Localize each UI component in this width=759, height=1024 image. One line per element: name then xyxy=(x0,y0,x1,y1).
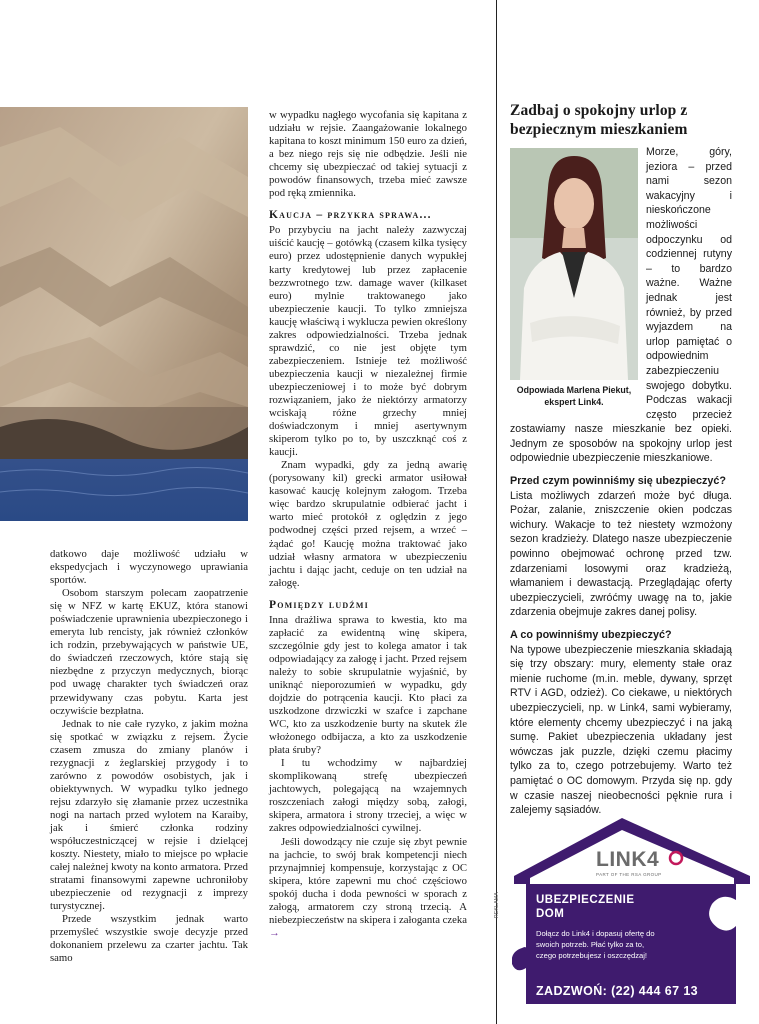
advertorial-question: A co powinniśmy ubezpieczyć? xyxy=(510,629,672,641)
portrait-photo xyxy=(510,148,638,380)
paragraph: Znam wypadki, gdy za jedną awarię (porysowany kil) grecki armator usiłował kasować kaucję kolejnym załogom. Trzeba więc bardzo skrupulatnie odbierać jacht i warto mieć protokół z oględzin z jego podwodnej części przed rejsem, a wrzeć – żądać go! Kaucję można traktować jako udział własny armatora w ubezpieczeniu jachtu i dając jacht, ceduje on ten udział na załogę. xyxy=(269,459,467,589)
ad-label: REKLAMA xyxy=(494,892,500,918)
paragraph: w wypadku nagłego wycofania się kapitana z udziału w rejsie. Zaangażowanie lokalnego kapitana to koszt minimum 150 euro za dzień, a bez niego rejs się nie odbędzie. Jeśli nie chcemy się ubezpieczać od takiej sytuacji z powodów finansowych, trzeba mieć zawsze pod ręką zmiennika. xyxy=(269,109,467,200)
paragraph: Jednak to nie całe ryzyko, z jakim można się spotkać w związku z rejsem. Życie czasem zmusza do zmiany planów i rezygnacji z żeglarskiej przygody i to zarówno z powodów osobistych, jak i obiektywnych. W wypadku tylko jednego rejsu zdarzyło się złamanie przez uczestnika nogi na nartach przed wylotem na Karaiby, jak i śmierć członka rodziny współuczestniczącej w rejsie i dzielącej koszty. Niestety, miało to miejsce po wpłacie całej należnej kwoty na konto armatora. Przed stratami finansowymi zapewne uchroniłoby ubezpieczenie od rezygnacji z imprezy turystycznej. xyxy=(50,717,248,913)
article-column-2 xyxy=(269,109,467,940)
continue-arrow-icon: → xyxy=(269,926,280,939)
offer-text: Dołącz do Link4 i dopasuj ofertę do swoich potrzeb. Płać tylko za to, czego potrzebujesz i oszczędzaj! xyxy=(536,929,655,960)
link4-logo: LINK4 xyxy=(596,848,660,871)
call-number[interactable]: ZADZWOŃ: (22) 444 67 13 xyxy=(536,984,699,998)
article-column-1 xyxy=(50,548,248,966)
paragraph: I tu wchodzimy w najbardziej skomplikowaną strefę ubezpieczeń jachtowych, polegającą na wzajemnych roszczeniach załogi między sobą, załogi, skipera, armatora i strony trzeciej, a więc w zakres odpowiedzialności cywilnej. xyxy=(269,757,467,835)
portrait-caption: Odpowiada Marlena Piekut, ekspert Link4. xyxy=(516,385,632,407)
advertorial-title: Zadbaj o spokojny urlop z bezpiecznym mieszkaniem xyxy=(510,102,688,138)
column-divider xyxy=(496,0,497,1024)
advertorial-answer: Lista możliwych zdarzeń może być długa. Pożar, zalanie, zniszczenie okien podczas wichury. Wakacje to też niestety wzmożony sezon kradzieży. Dlatego nasze ubezpieczenie powinno obejmować ochronę przed tzw. zdarzeniami losowymi oraz kradzieżą, włamaniem i dewastacją. Przeglądając oferty ubezpieczycieli, zwróćmy uwagę na to, jakie zdarzenia obejmuje zakres danej polisy. xyxy=(510,489,732,619)
section-heading: Pomiędzy ludźmi xyxy=(269,598,369,611)
advertorial xyxy=(510,101,732,818)
paragraph: Osobom starszym polecam zaopatrzenie się w NFZ w kartę EKUZ, która stanowi poświadczenie uprawnienia ubezpieczonego i emeryta lub rencisty, jak również członków ich rodzin, przebywających w państwie UE, do świadczeń rzeczowych, które stają się niezbędne z przyczyn medycznych, biorąc pod uwagę charakter tych świadczeń oraz przewidywany czas pobytu. Karta jest oczywiście bezpłatna. xyxy=(50,587,248,717)
advertorial-intro: Morze, góry, jeziora – przed nami sezon wakacyjny i nieskończone możliwości odpoczynku od codziennej rutyny – to bardzo ważne. Ważne jednak jest również, by przed wyjazdem na urlop pamiętać o odpowiednim zabezpieczeniu swojego dobytku. Podczas wakacji często przecież zostawiamy nasze mieszkanie bez opieki. Jednym ze sposobów na spokojny urlop jest odpowiednie ubezpieczenie mieszkaniowe. xyxy=(510,146,732,465)
link4-logo-mark-icon xyxy=(668,850,684,866)
paragraph: Jeśli dowodzący nie czuje się zbyt pewnie na jachcie, to swój brak kompetencji niech przynajmniej kompensuje, korzystając z OC skipera, które zapewni mu choć częściowo spokój ducha i doda pewności w sporach z załogą, armatorem czy stroną trzecią. A niebezpieczeństw na skipera i załoganta czeka → xyxy=(269,835,467,939)
paragraph: datkowo daje możliwość udziału w ekspedycjach i wyczynowego uprawiania sportów. xyxy=(50,548,248,587)
paragraph: Inna drażliwa sprawa to kwestia, kto ma zapłacić za ewidentną winę skipera, szczególnie gdy jest to kolega amator i tak odpowiadający za załogę i jacht. Przed rejsem należy to sobie skrupulatnie wyjaśnić, by uniknąć nieporozumień w wypadku, gdy dojdzie do potrącenia kaucji. Kto płaci za uszkodzone drzwiczki w szafce i zapchane WC, kto za uszkodzenie burty na skutek źle włożonego odbijacza, a kto za uszkodzenie płata śruby? xyxy=(269,613,467,757)
paragraph: Po przybyciu na jacht należy zazwyczaj uiścić kaucję – gotówką (czasem kilka tysięcy euro) przez udostępnienie danych wypukłej karty kredytowej lub przez zapłacenie bezzwrotnego tzw. damage waver (kilkaset euro) mylnie traktowanego jako ubezpieczenie kaucji. To tylko zmniejsza kaucję właściwą i wyklucza pewien określony zakres odpowiedzialności. Trzeba jednak sprawdzić, co nie jest objęte tym zabezpieczeniem. Istnieje też możliwość ubezpieczenia kaucji w niezależnej firmie ubezpieczeniowej i to może być dobrym rozwiązaniem, jako że niektórzy armatorzy wciskają różne grzechy mniej doświadczonym i mniej asertywnym skiperom tylko po to, by uszczknąć coś z kaucji. xyxy=(269,224,467,459)
cliff-photo xyxy=(0,107,248,521)
advertorial-answer: Na typowe ubezpieczenie mieszkania składają się trzy obszary: mury, elementy stałe oraz mienie ruchome (m.in. meble, dywany, sprzęt RTV i AGD, odzież). Co ciekawe, u niektórych ubezpieczycieli, np. w Link4, sami wybieramy, które elementy chcemy ubezpieczyć i na jaką sumę. Pakiet ubezpieczenia układany jest wówczas jak puzzle, dzięki czemu płacimy tylko za to, czego potrzebujemy. Warto też pamiętać o OC domowym. Przyda się np. gdy w czasie naszej nieobecności pęknie rura i zalejemy sąsiadów. xyxy=(510,643,732,817)
paragraph: Przede wszystkim jednak warto przemyśleć wszystkie swoje decyzje przed dokonaniem przelewu za czarter jachtu. Tak samo xyxy=(50,913,248,965)
product-title-line2: DOM xyxy=(536,908,565,920)
section-heading: Kaucja – przykra sprawa... xyxy=(269,209,432,222)
product-title-line1: UBEZPIECZENIE xyxy=(536,894,635,906)
advertorial-question: Przed czym powinniśmy się ubezpieczyć? xyxy=(510,475,727,488)
link4-ad xyxy=(512,818,750,1008)
link4-tagline: PART OF THE RSA GROUP xyxy=(596,872,662,877)
